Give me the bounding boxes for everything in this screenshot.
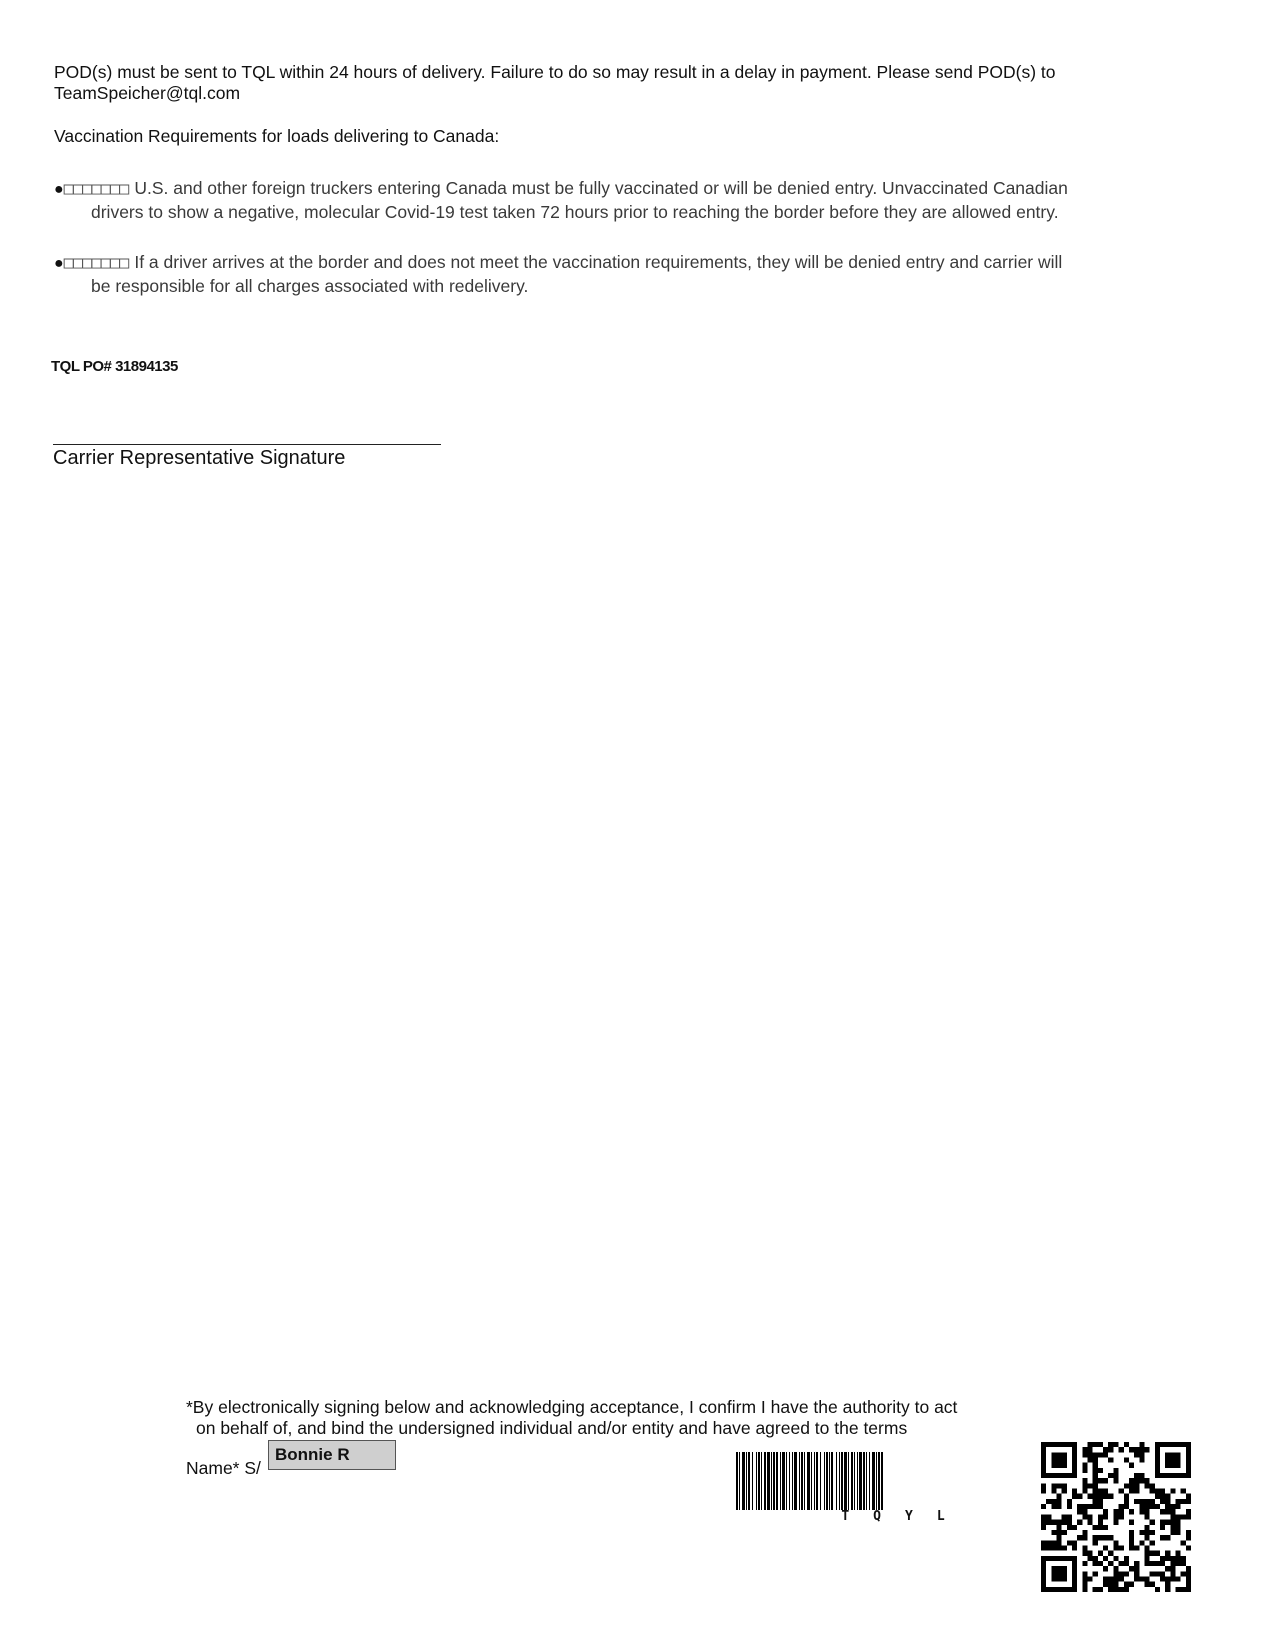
esign-disclaimer [186,1397,1026,1439]
bullet-text-line1: If a driver arrives at the border and does not meet the vaccination requirements, they will be denied entry and carrier will [134,252,1063,272]
bullet-text-line2: be responsible for all charges associated with redelivery. [91,276,529,296]
missing-glyph-boxes: □□□□□□□ [63,179,129,199]
vaccination-heading: Vaccination Requirements for loads delivering to Canada: [54,126,500,146]
signature-line [53,444,441,445]
esign-line1: *By electronically signing below and acknowledging acceptance, I confirm I have the authority to act [186,1397,958,1417]
po-number: TQL PO# 31894135 [51,358,178,375]
name-input[interactable]: Bonnie R [268,1440,396,1470]
barcode-label: TQYL [841,1509,969,1524]
signature-label: Carrier Representative Signature [53,447,346,469]
bullet-text-line2: drivers to show a negative, molecular Covid-19 test taken 72 hours prior to reaching the border before they are allowed entry. [91,202,1059,222]
pod-email: TeamSpeicher@tql.com [54,83,241,103]
missing-glyph-boxes: □□□□□□□ [63,253,129,273]
pod-notice-line1: POD(s) must be sent to TQL within 24 hours of delivery. Failure to do so may result in a delay in payment. Please send POD(s) to [54,62,1056,82]
pod-notice [54,62,1194,104]
bullet-text-line1: U.S. and other foreign truckers entering Canada must be fully vaccinated or will be denied entry. Unvaccinated Canadian [134,178,1068,198]
esign-line2: on behalf of, and bind the undersigned individual and/or entity and have agreed to the terms [196,1418,908,1438]
qr-code-icon [1041,1442,1191,1592]
vaccination-bullet [54,251,1204,297]
vaccination-bullet [54,177,1204,223]
bullet-icon: ● [54,181,64,198]
barcode-icon [736,1452,1020,1510]
bullet-icon: ● [54,255,64,272]
name-label: Name* S/ [186,1458,261,1478]
